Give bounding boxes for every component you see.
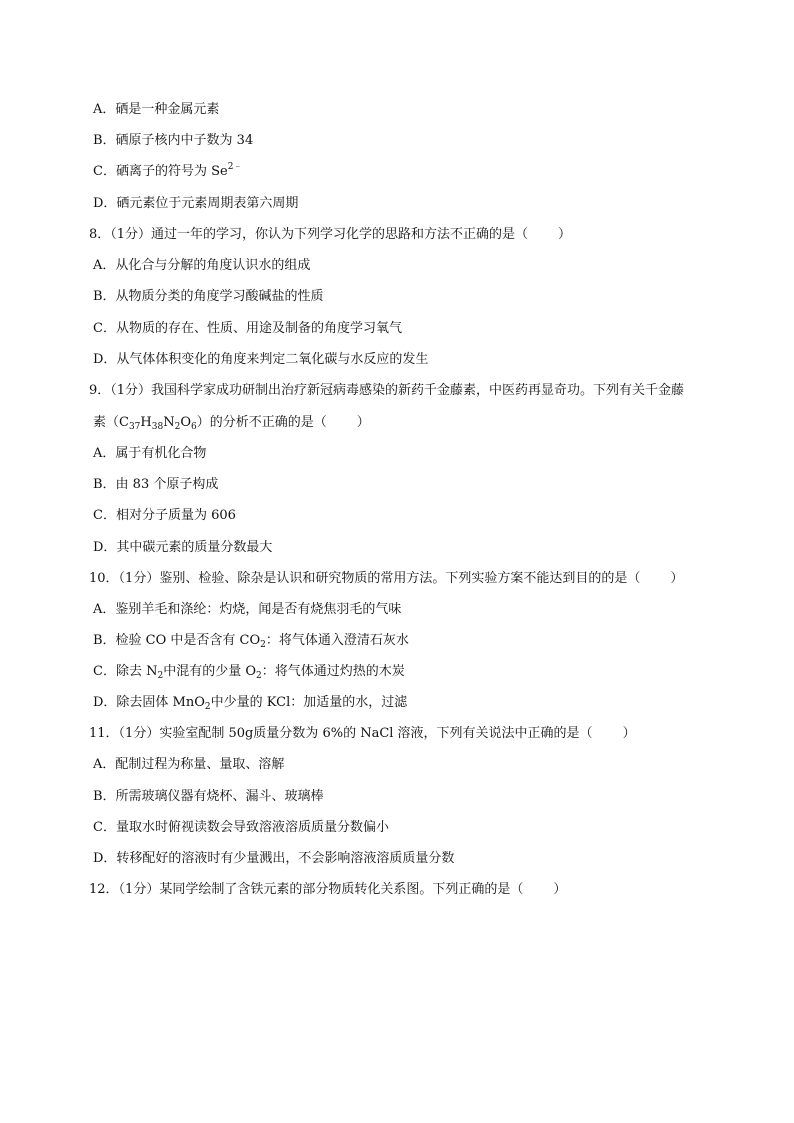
- q11-option-d: D．转移配好的溶液时有少量溅出，不会影响溶液溶质质量分数: [93, 851, 455, 866]
- q8-option-b: B．从物质分类的角度学习酸碱盐的性质: [93, 289, 324, 304]
- q9-option-c: C．相对分子质量为 606: [93, 508, 236, 523]
- q7-option-b: B．硒原子核内中子数为 34: [93, 133, 254, 148]
- q7-option-a: A．硒是一种金属元素: [93, 102, 220, 117]
- q8-stem: 8．（1分）通过一年的学习，你认为下列学习化学的思路和方法不正确的是（ ）: [89, 227, 572, 242]
- q9-stem-line1: 9．（1分）我国科学家成功研制出治疗新冠病毒感染的新药千金藤素，中医药再显奇功。下列有关千金藤: [89, 383, 685, 398]
- q12-stem: 12．（1分）某同学绘制了含铁元素的部分物质转化关系图。下列正确的是（ ）: [89, 882, 567, 897]
- q9-stem-line2: 素$(C_{37}H_{38}N_2O_6)$的分析不正确的是（ ）: [93, 415, 370, 432]
- q11-stem: 11．（1分）实验室配制 50g质量分数为 6%的 NaCl 溶液，下列有关说法中正确的是（ ）: [89, 726, 636, 741]
- q11-option-a: A．配制过程为称量、量取、溶解: [93, 757, 285, 772]
- q10-option-b: B．检验 CO 中是否含有 $CO_2$：将气体通入澄清石灰水: [93, 633, 409, 650]
- q10-option-d: D．除去固体 MnO$_2$中少量的 KCl：加适量的水，过滤: [93, 695, 408, 712]
- q10-stem: 10．（1分）鉴别、检验、除杂是认识和研究物质的常用方法。下列实验方案不能达到目的的是（ ）: [89, 571, 684, 586]
- q8-option-a: A．从化合与分解的角度认识水的组成: [93, 258, 311, 273]
- q9-option-a: A．属于有机化合物: [93, 446, 207, 461]
- q9-option-b: B．由 83 个原子构成: [93, 477, 219, 492]
- q10-option-c: C．除去 $N_2$中混有的少量 $O_2$：将气体通过灼热的木炭: [93, 664, 405, 681]
- q11-option-b: B．所需玻璃仪器有烧杯、漏斗、玻璃棒: [93, 789, 324, 804]
- q8-option-d: D．从气体体积变化的角度来判定二氧化碳与水反应的发生: [93, 352, 429, 367]
- q10-option-a: A．鉴别羊毛和涤纶：灼烧，闻是否有烧焦羽毛的气味: [93, 602, 402, 617]
- q11-option-c: C．量取水时俯视读数会导致溶液溶质质量分数偏小: [93, 820, 389, 835]
- q8-option-c: C．从物质的存在、性质、用途及制备的角度学习氧气: [93, 321, 402, 336]
- q9-option-d: D．其中碳元素的质量分数最大: [93, 540, 273, 555]
- q7-option-d: D．硒元素位于元素周期表第六周期: [93, 196, 299, 211]
- q7-option-c: C．硒离子的符号为 $Se^{2﹣}$: [93, 162, 243, 179]
